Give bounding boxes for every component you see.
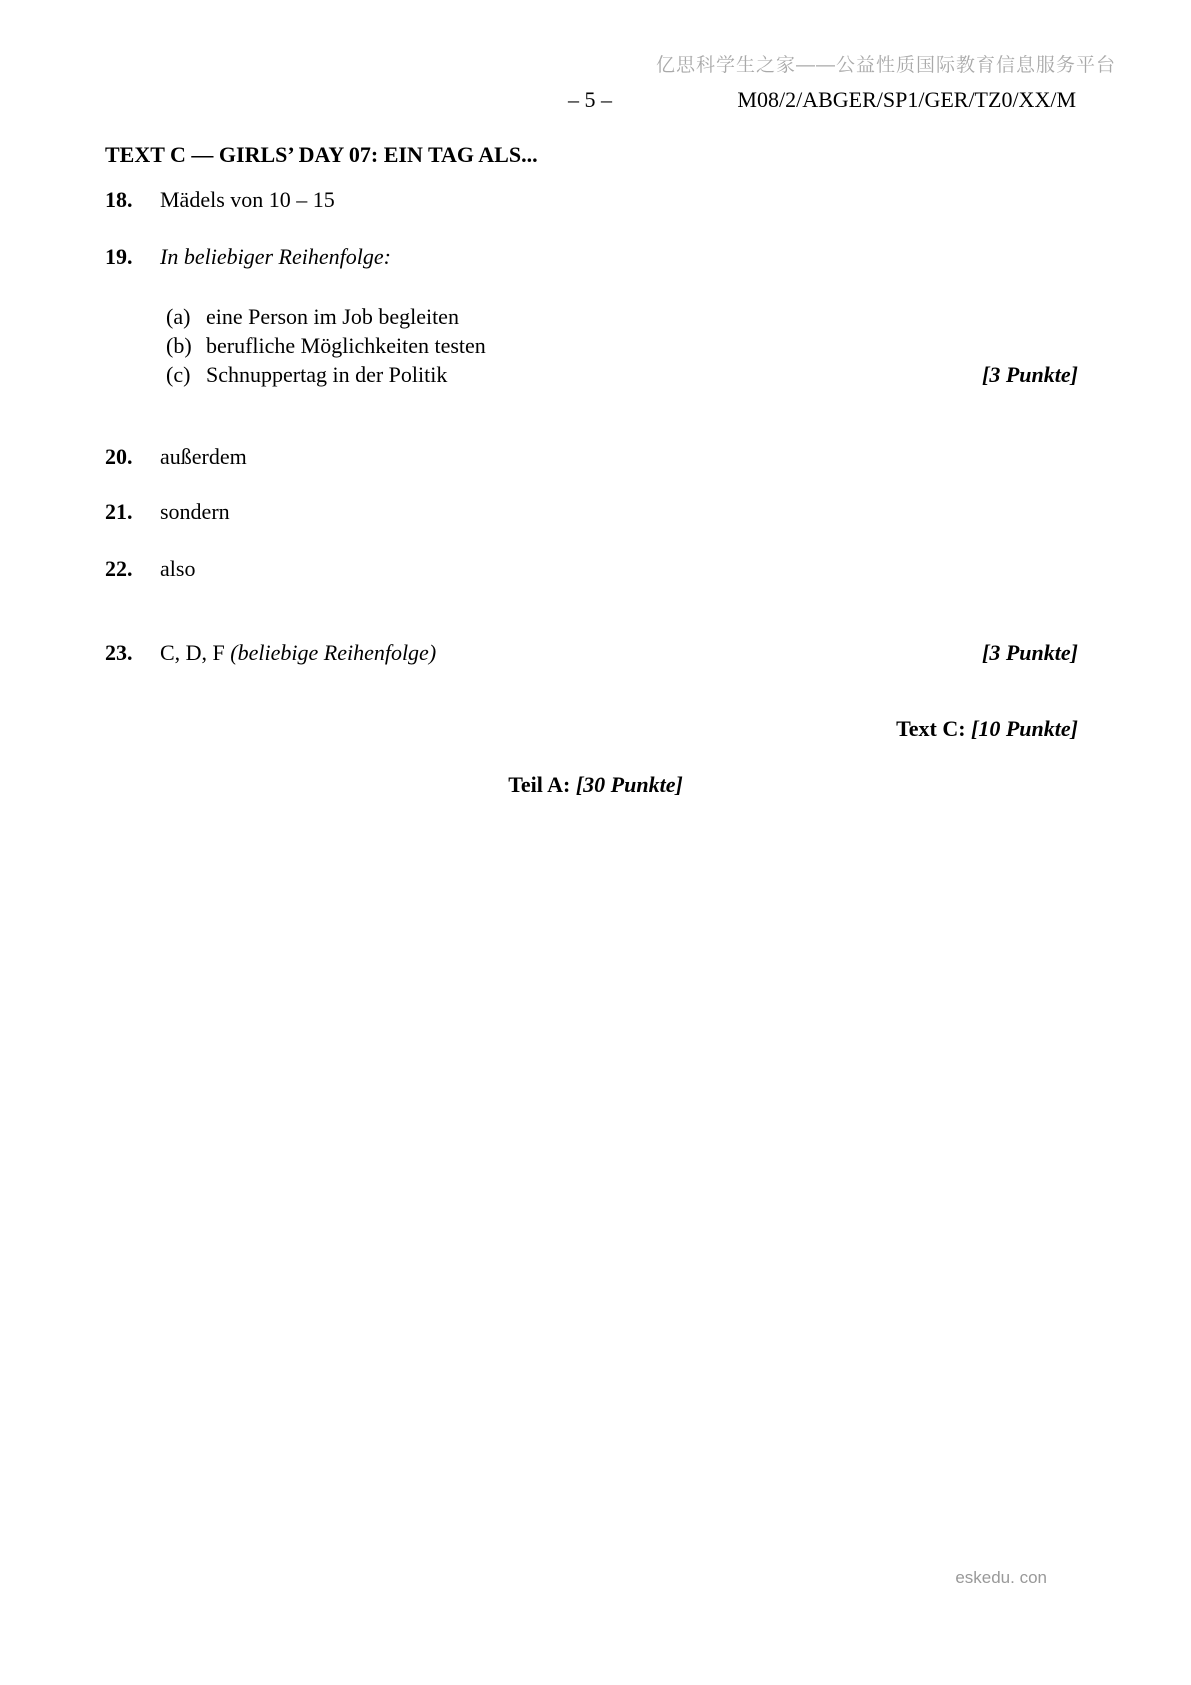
option-label: (a)	[166, 304, 191, 329]
total-text-c	[105, 716, 1078, 742]
answer-text: also	[160, 556, 196, 581]
answer-text: sondern	[160, 499, 230, 524]
total-teil-a	[0, 772, 1191, 798]
question-number: 23.	[105, 640, 133, 665]
option-label: (c)	[166, 362, 191, 387]
question-number: 19.	[105, 244, 133, 269]
option-label: (b)	[166, 333, 192, 358]
option-text: Schnuppertag in der Politik	[206, 362, 448, 387]
page-number: – 5 –	[568, 87, 612, 112]
answer-text: In beliebiger Reihenfolge:	[160, 244, 391, 269]
question-number: 20.	[105, 444, 133, 469]
total-teil-a-label: Teil A:	[508, 772, 576, 797]
answer-item-22	[105, 556, 1078, 582]
option-row-c	[166, 362, 1078, 388]
answer-item-23	[105, 640, 1078, 666]
points-badge: [3 Punkte]	[982, 640, 1078, 665]
option-text: berufliche Möglichkeiten testen	[206, 333, 486, 358]
answer-text-italic: (beliebige Reihenfolge)	[230, 640, 437, 665]
option-text: eine Person im Job begleiten	[206, 304, 459, 329]
answer-text: außerdem	[160, 444, 247, 469]
option-row-a	[166, 304, 1078, 330]
answer-item-20	[105, 444, 1078, 470]
total-text-c-points: [10 Punkte]	[971, 716, 1078, 741]
answer-item-19	[105, 244, 1078, 270]
points-badge: [3 Punkte]	[982, 362, 1078, 387]
total-text-c-label: Text C:	[896, 716, 972, 741]
answer-text: C, D, F	[160, 640, 231, 665]
question-number: 21.	[105, 499, 133, 524]
exam-code: M08/2/ABGER/SP1/GER/TZ0/XX/M	[737, 87, 1076, 112]
bottom-watermark: eskedu. con	[955, 1568, 1047, 1587]
question-number: 22.	[105, 556, 133, 581]
top-watermark: 亿思科学生之家——公益性质国际教育信息服务平台	[656, 55, 1117, 76]
option-row-b	[166, 333, 1078, 359]
total-teil-a-points: [30 Punkte]	[575, 772, 683, 797]
answer-item-21	[105, 499, 1078, 525]
answer-item-18	[105, 187, 1078, 213]
answer-text: Mädels von 10 – 15	[160, 187, 335, 212]
question-number: 18.	[105, 187, 133, 212]
section-title: TEXT C — GIRLS’ DAY 07: EIN TAG ALS...	[105, 142, 538, 167]
